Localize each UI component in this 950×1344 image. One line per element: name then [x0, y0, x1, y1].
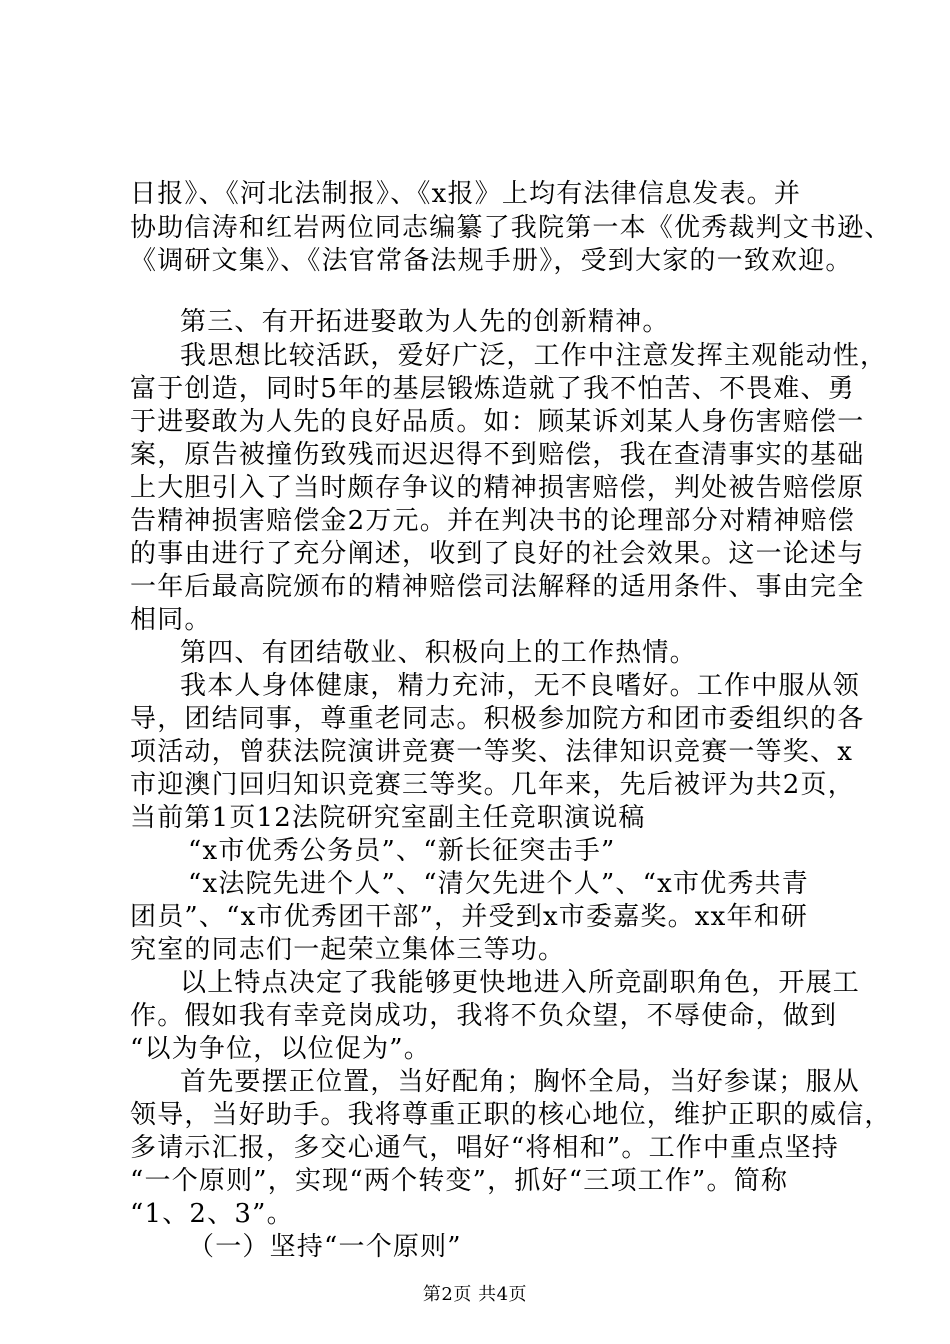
section-heading: 第四、有团结敬业、积极向上的工作热情。	[180, 638, 697, 668]
body-line: 富于创造，同时5年的基层锻炼造就了我不怕苦、不畏难、勇	[130, 374, 855, 404]
body-line: 于进娶敢为人先的良好品质。如：顾某诉刘某人身伤害赔偿一	[130, 407, 865, 437]
body-line: 上大胆引入了当时颇存争议的精神损害赔偿，判处被告赔偿原	[130, 473, 865, 503]
body-line: 《调研文集》、《法官常备法规手册》，受到大家的一致欢迎。	[130, 246, 853, 276]
paragraph-start: 首先要摆正位置，当好配角；胸怀全局，当好参谋；服从	[180, 1067, 861, 1097]
page-footer: 第2页 共4页	[422, 1284, 528, 1305]
body-line: “以为争位，以位促为”。	[130, 1034, 431, 1064]
paragraph-start: 我思想比较活跃，爱好广泛，工作中注意发挥主观能动性，	[180, 341, 888, 371]
body-line: 相同。	[130, 605, 212, 635]
body-line: 团员”、“x市优秀团干部”，并受到x市委嘉奖。xx年和研	[130, 902, 809, 932]
paragraph-start: 我本人身体健康，精力充沛，无不良嗜好。工作中服从领	[180, 671, 861, 701]
body-line: 项活动，曾获法院演讲竞赛一等奖、法律知识竞赛一等奖、x	[130, 737, 854, 767]
body-line: 作。假如我有幸竞岗成功，我将不负众望，不辱使命，做到	[130, 1001, 838, 1031]
body-line: 市迎澳门回归知识竞赛三等奖。几年来，先后被评为共2页，	[130, 770, 855, 800]
body-line: 告精神损害赔偿金2万元。并在判决书的论理部分对精神赔偿	[130, 506, 855, 536]
body-line: 领导，当好助手。我将尊重正职的核心地位，维护正职的威信，	[130, 1100, 892, 1130]
body-line: 协助信涛和红岩两位同志编纂了我院第一本《优秀裁判文书逊、	[130, 213, 892, 243]
body-line: 究室的同志们一起荣立集体三等功。	[130, 935, 566, 965]
body-line: “1、2、3”。	[130, 1199, 294, 1229]
body-line: 多请示汇报，多交心通气，唱好“将相和”。工作中重点坚持	[130, 1133, 839, 1163]
body-line: 日报》、《河北法制报》、《x报》上均有法律信息发表。并	[130, 179, 802, 209]
quoted-line: “x市优秀公务员”、“新长征突击手”	[188, 836, 616, 866]
body-line: 当前第1页12法院研究室副主任竞职演说稿	[130, 803, 646, 833]
body-line: “一个原则”，实现“两个转变”，抓好“三项工作”。简称	[130, 1166, 789, 1196]
body-line: 的事由进行了充分阐述，收到了良好的社会效果。这一论述与	[130, 539, 865, 569]
body-line: 导，团结同事，尊重老同志。积极参加院方和团市委组织的各	[130, 704, 865, 734]
paragraph-start: 以上特点决定了我能够更快地进入所竞副职角色，开展工	[180, 968, 861, 998]
body-line: 一年后最高院颁布的精神赔偿司法解释的适用条件、事由完全	[130, 572, 865, 602]
body-line: 案，原告被撞伤致残而迟迟得不到赔偿，我在查清事实的基础	[130, 440, 865, 470]
subsection-heading: （一）坚持“一个原则”	[188, 1232, 462, 1262]
quoted-line: “x法院先进个人”、“清欠先进个人”、“x市优秀共青	[188, 869, 809, 899]
section-heading: 第三、有开拓进娶敢为人先的创新精神。	[180, 307, 670, 337]
